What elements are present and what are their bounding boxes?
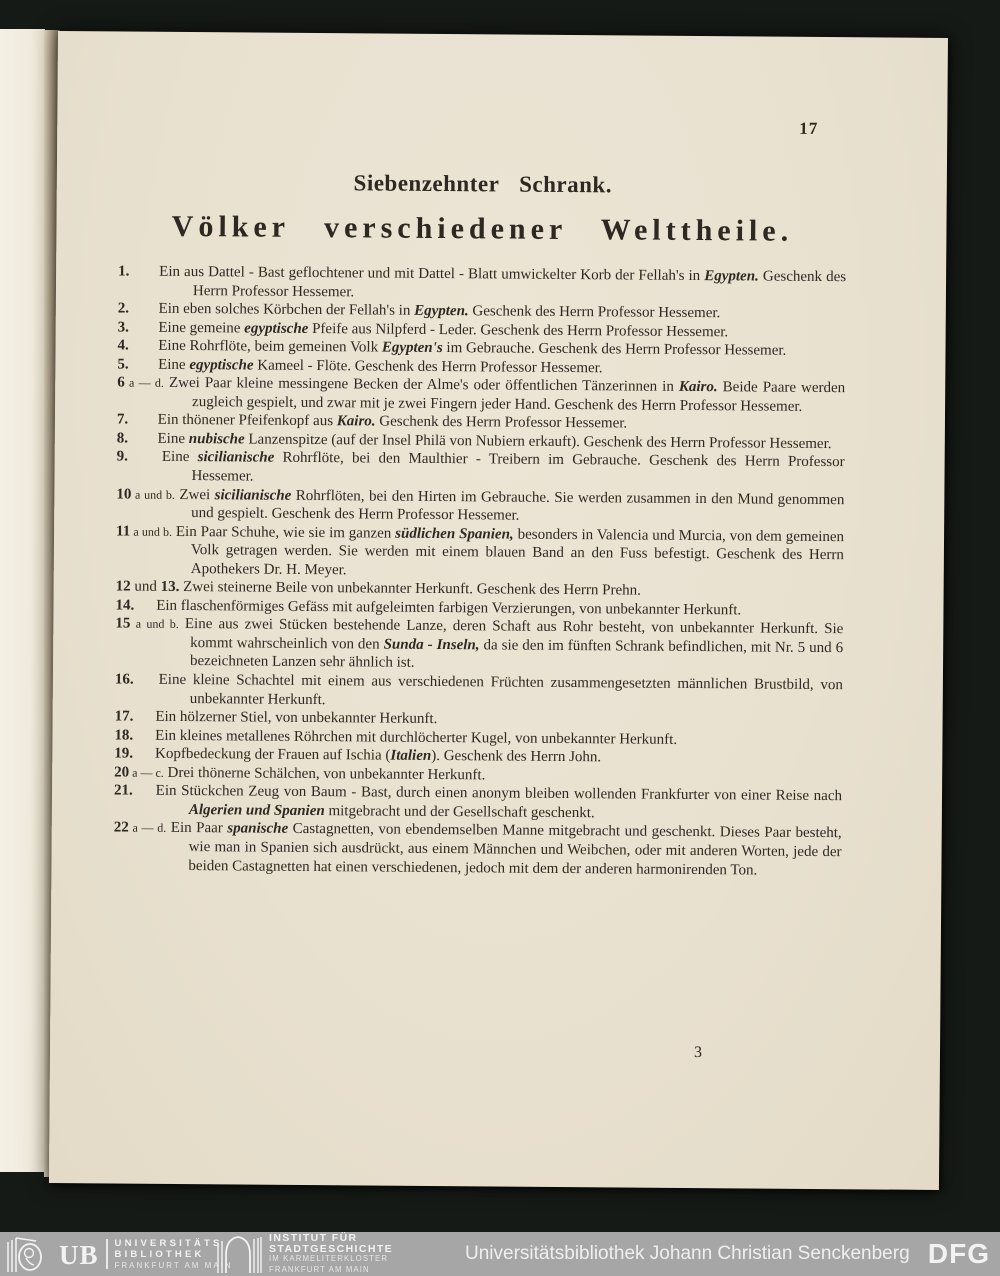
catalog-item: 4. Eine Rohrflöte, beim gemeinen Volk Egypten's im Gebrauche. Geschenk des Herrn Professor Hessemer. <box>117 337 787 359</box>
page-content <box>113 31 848 880</box>
ub-line3: FRANKFURT AM MAIN <box>114 1260 233 1270</box>
footer-bar <box>0 1232 1000 1276</box>
catalog-item: 19. Kopfbedeckung der Frauen auf Ischia (Italien). Geschenk des Herrn John. <box>114 745 602 766</box>
catalog-item: 11 a und b. Ein Paar Schuhe, wie sie im ganzen südlichen Spanien, besonders in Valencia und Murcia, von dem gemeinen Volk getragen werden. Sie werden mit einem blauen Band an den Fuss befestigt. Geschenk des Herrn Apothekers Dr. H. Meyer. <box>116 523 845 579</box>
section-heading: Siebenzehnter Schrank. <box>353 170 613 198</box>
catalog-item: 5. Eine egyptische Kameel - Flöte. Geschenk des Herrn Professor Hessemer. <box>117 356 603 377</box>
dfg-logo: DFG <box>927 1238 990 1269</box>
ub-logo <box>6 1232 233 1276</box>
ub-divider <box>106 1239 108 1269</box>
catalog-item: 20 a — c. Drei thönerne Schälchen, von unbekannter Herkunft. <box>114 764 486 784</box>
book-page <box>49 31 948 1190</box>
catalog-item: 7. Ein thönener Pfeifenkopf aus Kairo. Geschenk des Herrn Professor Hessemer. <box>116 411 628 432</box>
institute-line1: INSTITUT FÜR <box>269 1232 358 1244</box>
institute-line2: STADTGESCHICHTE <box>269 1242 394 1255</box>
gothic-arch-icon <box>216 1235 262 1273</box>
catalog-list <box>113 262 846 880</box>
institute-line4: FRANKFURT AM MAIN <box>269 1264 370 1274</box>
catalog-item: 3. Eine gemeine egyptische Pfeife aus Nilpferd - Leder. Geschenk des Herrn Professor Hessemer. <box>117 319 729 340</box>
catalog-item: 9. Eine sicilianische Rohrflöte, bei den Maulthier - Treibern im Gebrauche. Geschenk des Herrn Professor Hessemer. <box>116 448 845 485</box>
catalog-item: 15 a und b. Eine aus zwei Stücken bestehende Lanze, deren Schaft aus Rohr besteht, von unbekannter Herkunft. Sie kommt wahrscheinlich von den Sunda - Inseln, da sie den im fünften Schrank befindlichen, mit Nr. 5 und 6 bezeichneten Lanzen sehr ähnlich ist. <box>115 615 844 672</box>
library-name: Universitätsbibliothek Johann Christian Senckenberg <box>465 1243 910 1264</box>
page-title: Völker verschiedener Welttheile. <box>171 209 794 248</box>
signature-mark: 3 <box>693 1044 703 1062</box>
catalog-item: 21. Ein Stückchen Zeug von Baum - Bast, durch einen anonym bleiben wollenden Frankfurter von einer Reise nach Algerien und Spanien mitgebracht und der Gesellschaft geschenkt. <box>113 782 843 822</box>
goethe-portrait-icon <box>6 1236 52 1272</box>
ub-abbr: UB <box>59 1239 99 1270</box>
catalog-item: 18. Ein kleines metallenes Röhrchen mit durchlöcherter Kugel, von unbekannter Herkunft. <box>114 727 678 748</box>
page-number: 17 <box>799 118 819 138</box>
catalog-item: 10 a und b. Zwei sicilianische Rohrflöten, bei den Hirten im Gebrauche. Sie werden zusammen in den Mund genommen und gespielt. Geschenk des Herrn Professor Hessemer. <box>116 486 845 524</box>
ub-line1: UNIVERSITÄTS <box>114 1237 223 1249</box>
catalog-item: 16. Eine kleine Schachtel mit einem aus verschiedenen Früchten zusammengesetzten männlichen Brustbild, von unbekannter Herkunft. <box>114 671 843 708</box>
catalog-item: 6 a — d. Zwei Paar kleine messingene Becken der Alme's oder öffentlichen Tänzerinnen in Kairo. Beide Paare werden zugleich gespielt, und zwar mit je zwei Fingern jeder Hand. Geschenk des Herrn Professor Hessemer. <box>117 374 846 415</box>
ub-line2: BIBLIOTHEK <box>114 1248 205 1260</box>
catalog-item: 1. Ein aus Dattel - Bast geflochtener und mit Dattel - Blatt umwickelter Korb der Fellah's in Egypten. Geschenk des Herrn Professor Hessemer. <box>118 263 847 300</box>
catalog-item: 12 und 13. Zwei steinerne Beile von unbekannter Herkunft. Geschenk des Herrn Prehn. <box>115 578 641 599</box>
institute-line3: IM KARMELITERKLOSTER <box>269 1254 389 1263</box>
catalog-item: 17. Ein hölzerner Stiel, von unbekannter Herkunft. <box>114 708 438 728</box>
catalog-item: 2. Ein eben solches Körbchen der Fellah's in Egypten. Geschenk des Herrn Professor Hessemer. <box>117 300 721 322</box>
ub-wordmark <box>115 1238 233 1271</box>
institute-logo <box>216 1232 393 1276</box>
catalog-item: 14. Ein flaschenförmiges Gefäss mit aufgeleimten farbigen Verzierungen, von unbekannter Herkunft. <box>115 597 742 619</box>
catalog-item: 22 a — d. Ein Paar spanische Castagnetten, von ebendemselben Manne mitgebracht und geschenkt. Dieses Paar besteht, wie man in Spanien sich ausdrückt, aus einem Männchen und Weibchen, oder mit anderen Worten, jede der beiden Castagnetten hat einen verschiedenen, jedoch mit dem der anderen harmonirenden Ton. <box>113 819 842 879</box>
institute-wordmark <box>269 1233 393 1275</box>
book-page-edge <box>0 29 45 1172</box>
catalog-item: 8. Eine nubische Lanzenspitze (auf der Insel Philä von Nubiern erkauft). Geschenk des Herrn Professor Hessemer. <box>116 430 832 453</box>
